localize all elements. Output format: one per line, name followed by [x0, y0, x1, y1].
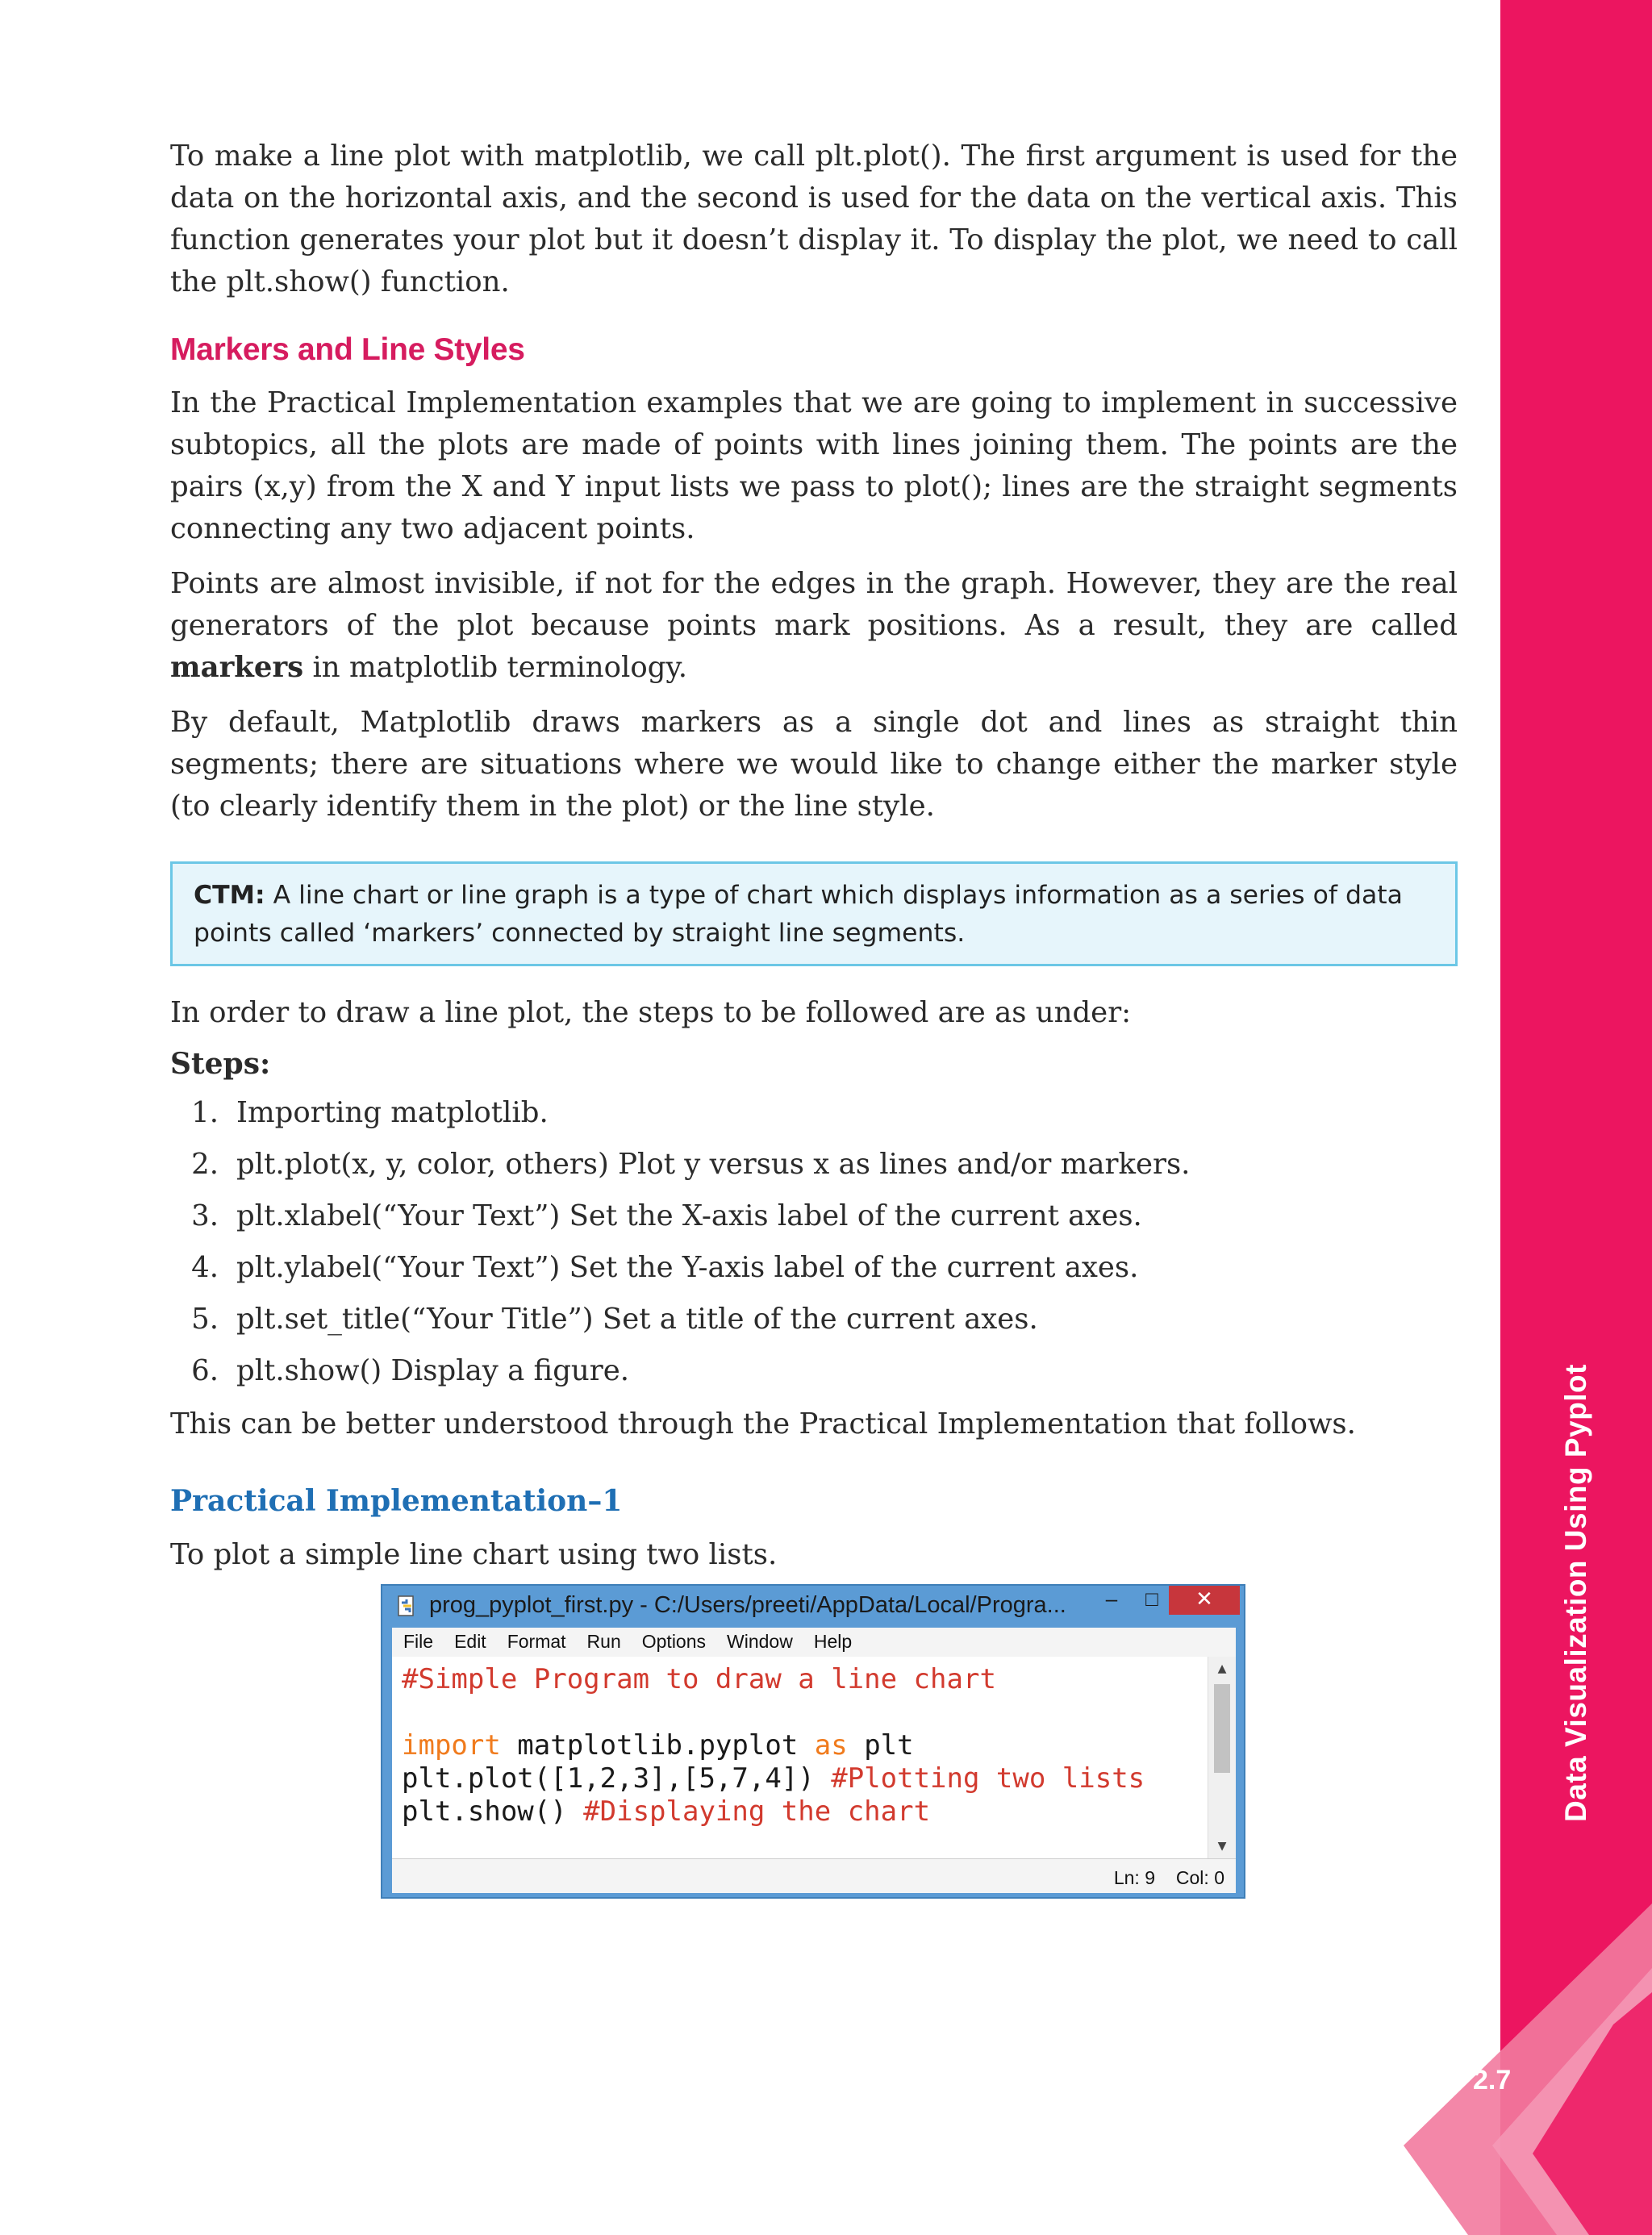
- code-comment: #Plotting two lists: [831, 1762, 1145, 1795]
- intro-paragraph: To make a line plot with matplotlib, we call plt.plot(). The first argument is used for the data on the horizontal axis, and the second is used for the data on the vertical axis. This function generates your plot but it doesn’t display it. To display the plot, we need to call the plt.show() function.: [170, 140, 1458, 298]
- maximize-button[interactable]: □: [1145, 1587, 1158, 1611]
- menu-file[interactable]: File: [403, 1631, 434, 1652]
- vertical-scrollbar[interactable]: [1208, 1657, 1236, 1858]
- step-text: plt.show() Display a figure.: [236, 1354, 630, 1387]
- idle-editor-window: [381, 1584, 1245, 1899]
- step-number: 6.: [191, 1354, 219, 1387]
- code-keyword-as: as: [814, 1729, 848, 1762]
- code-text: [402, 1663, 1145, 1828]
- practical-implementation-title: Practical Implementation–1: [170, 1484, 623, 1518]
- paragraph-defaults: By default, Matplotlib draws markers as a single dot and lines as straight thin segments; there are situations where we would like to change either the marker style (to clearly identify them in the plot) or the line style.: [170, 706, 1458, 823]
- paragraph-markers-text: Points are almost invisible, if not for the edges in the graph. However, they are the real generators of the plot because points mark positions. As a result, they are called: [170, 567, 1458, 642]
- window-titlebar[interactable]: [382, 1586, 1244, 1626]
- markers-term: markers: [170, 651, 304, 684]
- paragraph-markers-end: in matplotlib terminology.: [303, 651, 688, 684]
- ctm-label: CTM:: [194, 881, 265, 910]
- close-button[interactable]: ✕: [1169, 1586, 1240, 1615]
- steps-list: [170, 1087, 1458, 1397]
- window-title: prog_pyplot_first.py - C:/Users/preeti/AppData/Local/Progra...: [429, 1592, 1066, 1618]
- list-item: [170, 1139, 1458, 1190]
- chevron-up-icon[interactable]: ▲: [1217, 1660, 1227, 1677]
- menu-run[interactable]: Run: [586, 1631, 621, 1652]
- code-show-call: plt.show(): [402, 1795, 584, 1828]
- status-column: Col: 0: [1175, 1867, 1224, 1888]
- step-text: plt.ylabel(“Your Text”) Set the Y-axis label of the current axes.: [236, 1251, 1139, 1284]
- step-text: Importing matplotlib.: [236, 1096, 549, 1129]
- page-number: 2.7: [1473, 2065, 1512, 2095]
- corner-decoration: [1371, 1879, 1652, 2235]
- step-number: 3.: [191, 1199, 219, 1232]
- code-comment: #Displaying the chart: [583, 1795, 931, 1828]
- page-content: [170, 136, 1458, 1576]
- code-keyword-import: import: [402, 1729, 501, 1762]
- code-alias: plt: [847, 1729, 914, 1762]
- code-editor[interactable]: [392, 1657, 1236, 1858]
- list-item: [170, 1345, 1458, 1397]
- code-plot-call: plt.plot([1,2,3],[5,7,4]): [402, 1762, 832, 1795]
- code-comment: #Simple Program to draw a line chart: [402, 1663, 996, 1695]
- steps-intro: In order to draw a line plot, the steps to be followed are as under:: [170, 996, 1132, 1029]
- menu-options[interactable]: Options: [641, 1631, 707, 1652]
- step-text: plt.xlabel(“Your Text”) Set the X-axis label of the current axes.: [236, 1199, 1142, 1232]
- list-item: [170, 1190, 1458, 1242]
- chevron-down-icon[interactable]: ▼: [1217, 1837, 1227, 1854]
- steps-heading: Steps:: [170, 1047, 271, 1081]
- status-bar: [392, 1858, 1236, 1893]
- scroll-thumb[interactable]: [1214, 1684, 1230, 1773]
- menu-edit[interactable]: Edit: [454, 1631, 486, 1652]
- paragraph-markers: [170, 563, 1458, 689]
- chapter-side-title: Data Visualization Using Pyplot: [1559, 1364, 1592, 1822]
- list-item: [170, 1087, 1458, 1139]
- step-number: 5.: [191, 1303, 219, 1336]
- menu-format[interactable]: Format: [507, 1631, 566, 1652]
- paragraph-points: In the Practical Implementation examples that we are going to implement in successive subtopics, all the plots are made of points with lines joining them. The points are the pairs (x,y) from the X and Y input lists we pass to plot(); lines are the straight segments connecting any two adjacent points.: [170, 386, 1458, 545]
- steps-outro: This can be better understood through the Practical Implementation that follows.: [170, 1407, 1356, 1441]
- practical-implementation-text: To plot a simple line chart using two lists.: [170, 1538, 778, 1571]
- step-text: plt.plot(x, y, color, others) Plot y versus x as lines and/or markers.: [236, 1148, 1191, 1181]
- menu-window[interactable]: Window: [727, 1631, 793, 1652]
- step-number: 1.: [191, 1096, 219, 1129]
- list-item: [170, 1242, 1458, 1294]
- section-heading: Markers and Line Styles: [170, 332, 525, 367]
- step-number: 4.: [191, 1251, 219, 1284]
- ctm-text: A line chart or line graph is a type of chart which displays information as a series of data points called ‘markers’ connected by straight line segments.: [194, 881, 1403, 948]
- minimize-button[interactable]: –: [1105, 1587, 1118, 1611]
- status-line: Ln: 9: [1113, 1867, 1155, 1888]
- code-module: matplotlib.pyplot: [500, 1729, 815, 1762]
- ctm-note-box: [170, 861, 1458, 966]
- python-file-icon: [395, 1595, 419, 1619]
- menu-bar: [392, 1628, 1236, 1657]
- menu-help[interactable]: Help: [813, 1631, 853, 1652]
- step-number: 2.: [191, 1148, 219, 1181]
- step-text: plt.set_title(“Your Title”) Set a title of the current axes.: [236, 1303, 1038, 1336]
- list-item: [170, 1294, 1458, 1345]
